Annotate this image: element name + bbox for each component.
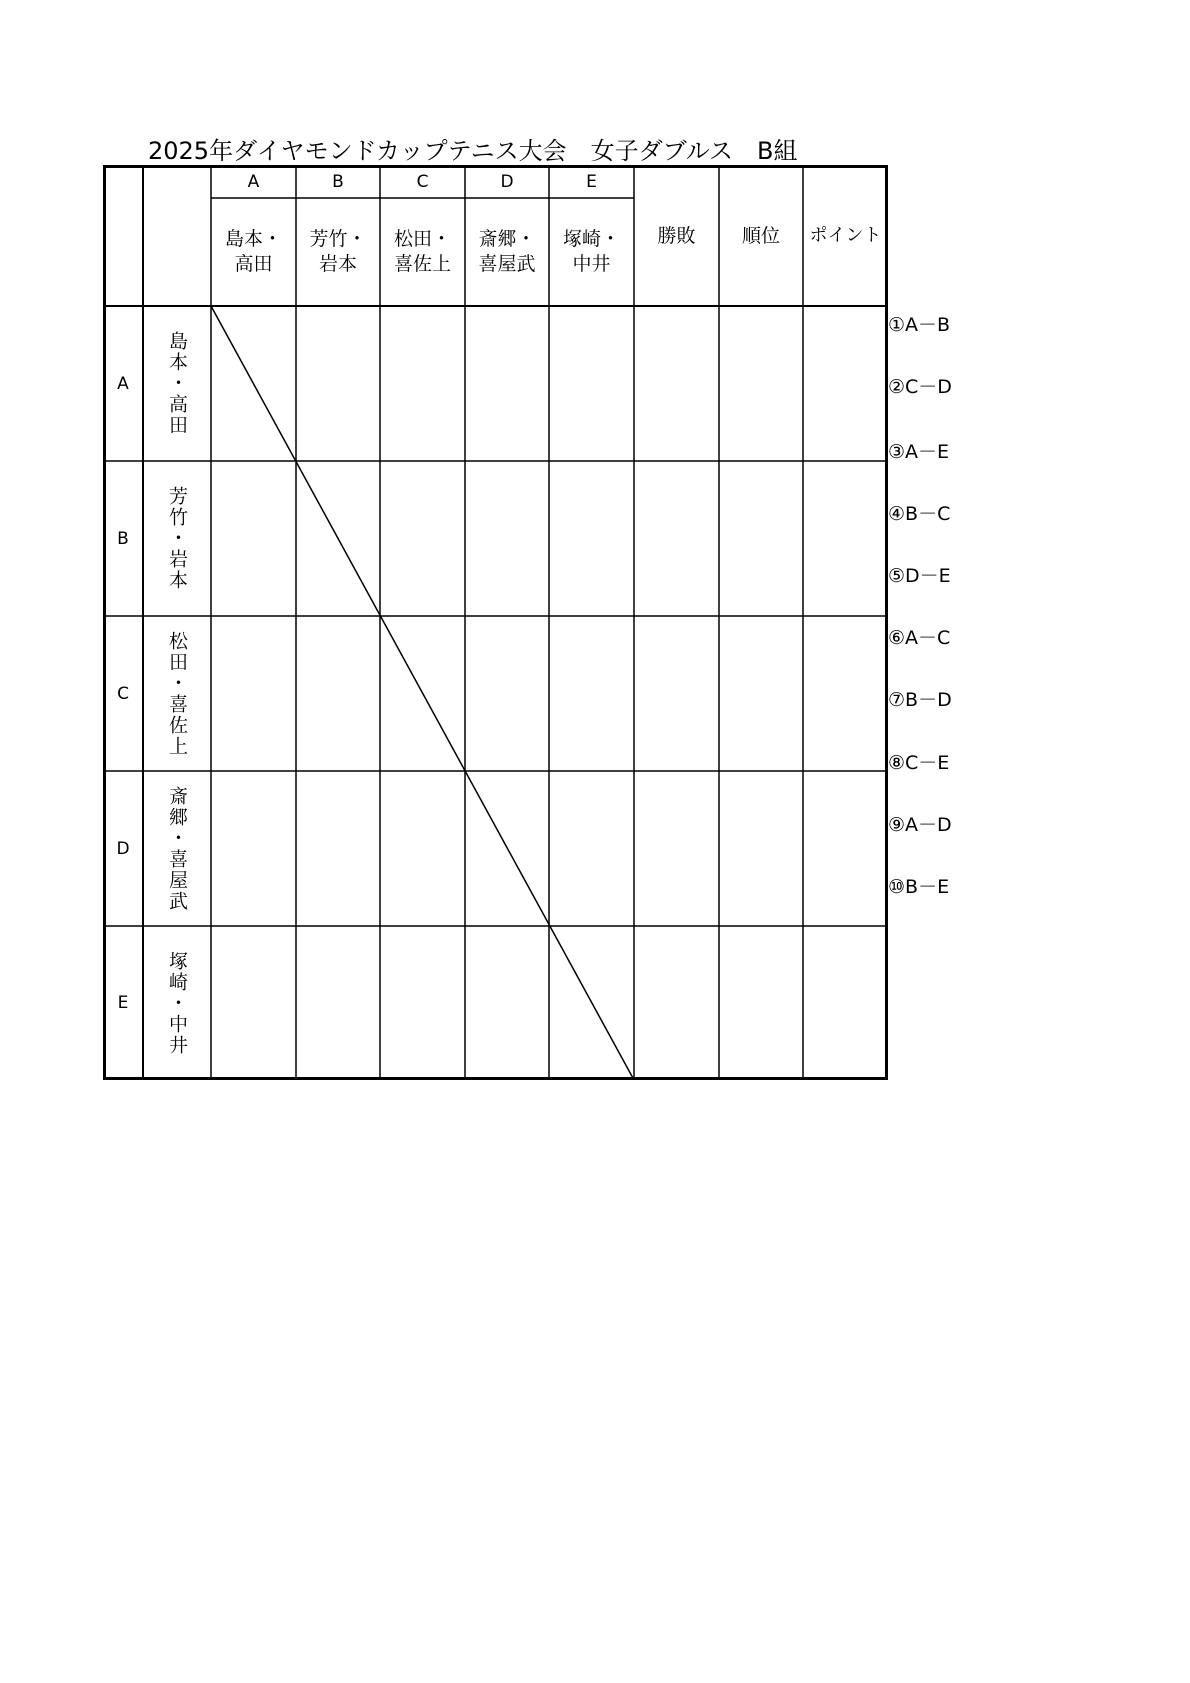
match-item: ①A－B [888, 314, 951, 336]
header-rank: 順位 [741, 224, 780, 247]
row-team-d-cell [143, 771, 211, 926]
match-item: ⑥A－C [888, 627, 951, 649]
match-item: ④B－C [888, 503, 951, 525]
row-team-b: 芳竹・岩本 [166, 486, 188, 591]
column-team-c: 松田・ 喜佐上 [393, 228, 451, 275]
column-letter-c: C [416, 171, 429, 192]
row-team-e: 塚崎・中井 [166, 950, 188, 1056]
column-team-e: 塚崎・ 中井 [562, 228, 620, 275]
row-team-a: 島本・高田 [166, 331, 188, 436]
column-team-b: 芳竹・ 岩本 [309, 228, 367, 275]
column-letter-e: E [586, 171, 597, 192]
match-item: ⑤D－E [888, 565, 951, 587]
header-points: ポイント [809, 224, 882, 246]
row-letter-c: C [117, 683, 129, 704]
column-letter-a: A [247, 171, 260, 192]
match-item: ②C－D [888, 376, 952, 398]
row-letter-e: E [117, 993, 129, 1013]
match-item: ⑦B－D [888, 689, 952, 711]
round-robin-table [103, 165, 888, 1080]
page-title: 2025年ダイヤモンドカップテニス大会 女子ダブルス B組 [148, 137, 798, 165]
row-letter-d: D [116, 838, 130, 859]
row-team-e-cell [143, 926, 211, 1080]
row-letter-b: B [117, 528, 129, 549]
column-letter-d: D [500, 171, 514, 192]
row-letter-a: A [117, 373, 129, 394]
match-item: ③A－E [888, 441, 950, 463]
match-item: ⑨A－D [888, 814, 952, 836]
match-item: ⑩B－E [888, 876, 950, 898]
row-team-c: 松田・喜佐上 [166, 630, 188, 757]
header-win-loss: 勝敗 [657, 224, 696, 247]
column-letter-b: B [332, 171, 344, 192]
match-order-list [888, 0, 998, 1000]
match-item: ⑧C－E [888, 752, 950, 774]
row-team-a-cell [143, 306, 211, 461]
row-team-c-cell [143, 616, 211, 771]
column-team-d: 斎郷・ 喜屋武 [478, 228, 536, 275]
column-team-a: 島本・ 高田 [224, 228, 282, 275]
row-team-b-cell [143, 461, 211, 616]
row-team-d: 斎郷・喜屋武 [166, 785, 188, 912]
